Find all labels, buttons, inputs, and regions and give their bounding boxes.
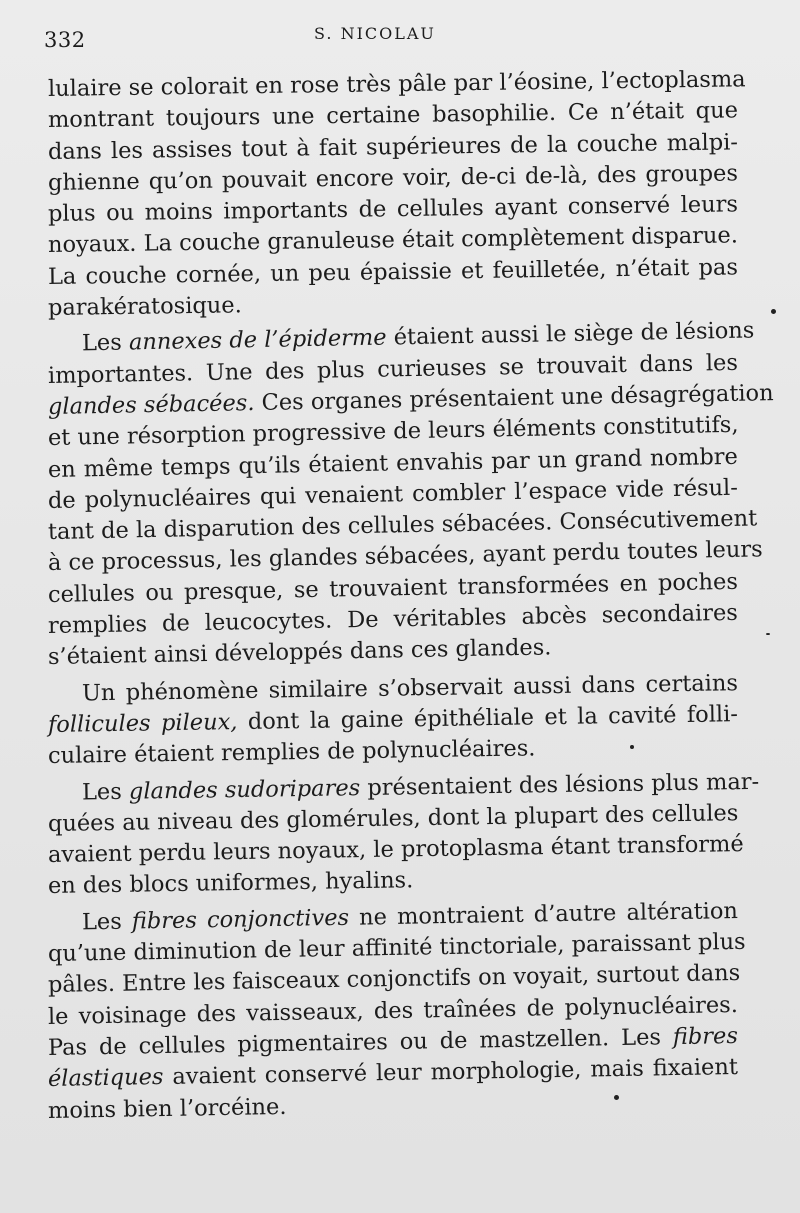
text-run: avaient conservé leur morphologie, mais fixaient bbox=[163, 1054, 739, 1091]
text-line: noyaux. La couche granuleuse était complètement disparue. bbox=[47, 222, 739, 259]
page-number: 332 bbox=[44, 28, 86, 52]
text-line: en des blocs uniformes, hyalins. bbox=[47, 867, 414, 900]
text-line: dans les assises tout à fait supérieures de la couche malpi- bbox=[47, 128, 739, 165]
text-run: Les bbox=[81, 778, 130, 805]
italic-term: élastiques bbox=[47, 1064, 164, 1093]
text-line: importantes. Une des plus curieuses se trouvait dans les bbox=[47, 349, 739, 389]
paragraph-4 bbox=[47, 768, 760, 903]
text-line: montrant toujours une certaine basophilie. Ce n’était que bbox=[47, 97, 739, 134]
text-run: Pas de cellules pigmentaires ou de mastzellen. Les bbox=[47, 1024, 674, 1061]
text-line: remplies de leucocytes. De véritables abcès secondaires bbox=[47, 599, 739, 640]
text-line: culaire étaient remplies de polynucléaires. bbox=[47, 735, 536, 770]
text-line: quées au niveau des glomérules, dont la plupart des cellules bbox=[47, 799, 739, 837]
body-text bbox=[47, 66, 774, 1132]
text-line: et une résorption progressive de leurs éléments constitutifs, bbox=[47, 412, 739, 452]
text-line: plus ou moins importants de cellules ayant conservé leurs bbox=[47, 191, 739, 228]
text-line: qu’une diminution de leur affinité tinctoriale, paraissant plus bbox=[47, 928, 746, 968]
text-line: le voisinage des vaisseaux, des traînées de polynucléaires. bbox=[47, 991, 739, 1030]
paragraph-3 bbox=[47, 669, 739, 773]
text-run: étaient aussi le siège de lésions bbox=[386, 317, 755, 351]
text-run: Ces organes présentaient une désagrégation bbox=[254, 380, 774, 417]
text-line: à ce processus, les glandes sébacées, ayant perdu toutes leurs bbox=[47, 536, 763, 577]
text-run: dont la gaine épithéliale et la cavité folli- bbox=[237, 701, 739, 735]
paragraph-2 bbox=[47, 317, 774, 673]
text-line: s’étaient ainsi développés dans ces glandes. bbox=[47, 634, 552, 671]
italic-term: annexes de l’épiderme bbox=[128, 324, 387, 356]
text-run: Les bbox=[81, 908, 133, 936]
text-line: moins bien l’orcéine. bbox=[47, 1093, 287, 1124]
ink-speck bbox=[630, 745, 634, 749]
italic-term: fibres bbox=[672, 1022, 739, 1050]
text-line: Un phénomène similaire s’observait aussi dans certains bbox=[81, 669, 739, 707]
italic-term: fibres conjonctives bbox=[131, 904, 350, 935]
text-line: lulaire se colorait en rose très pâle par l’éosine, l’ectoplasma bbox=[47, 66, 746, 102]
running-head: S. NICOLAU bbox=[314, 24, 436, 43]
text-run: Les bbox=[81, 329, 130, 357]
text-line: en même temps qu’ils étaient envahis par un grand nombre bbox=[47, 443, 739, 483]
text-line: de polynucléaires qui venaient combler l’espace vide résul- bbox=[47, 474, 739, 514]
text-line: ghienne qu’on pouvait encore voir, de-ci de-là, des groupes bbox=[47, 160, 739, 196]
paragraph-1 bbox=[47, 66, 746, 324]
text-line: pâles. Entre les faisceaux conjonctifs on voyait, surtout dans bbox=[47, 960, 741, 999]
text-run: ne montraient d’autre altération bbox=[348, 897, 739, 931]
italic-term: glandes sébacées. bbox=[47, 390, 255, 420]
ink-speck bbox=[766, 633, 770, 635]
page-header bbox=[44, 22, 756, 52]
ink-speck bbox=[614, 1095, 619, 1100]
text-run: présentaient des lésions plus mar- bbox=[360, 768, 760, 801]
italic-term: glandes sudoripares bbox=[128, 774, 361, 805]
ink-speck bbox=[771, 309, 776, 314]
text-line: La couche cornée, un peu épaissie et feuilletée, n’était pas bbox=[47, 254, 739, 290]
italic-term: follicules pileux, bbox=[47, 708, 238, 738]
paragraph-5 bbox=[47, 897, 746, 1127]
text-line: avaient perdu leurs noyaux, le protoplasma étant transformé bbox=[47, 831, 744, 869]
text-line: tant de la disparution des cellules sébacées. Consécutivement bbox=[47, 505, 758, 546]
text-line: cellules ou presque, se trouvaient transformées en poches bbox=[47, 568, 739, 608]
text-line: parakératosique. bbox=[47, 292, 242, 322]
